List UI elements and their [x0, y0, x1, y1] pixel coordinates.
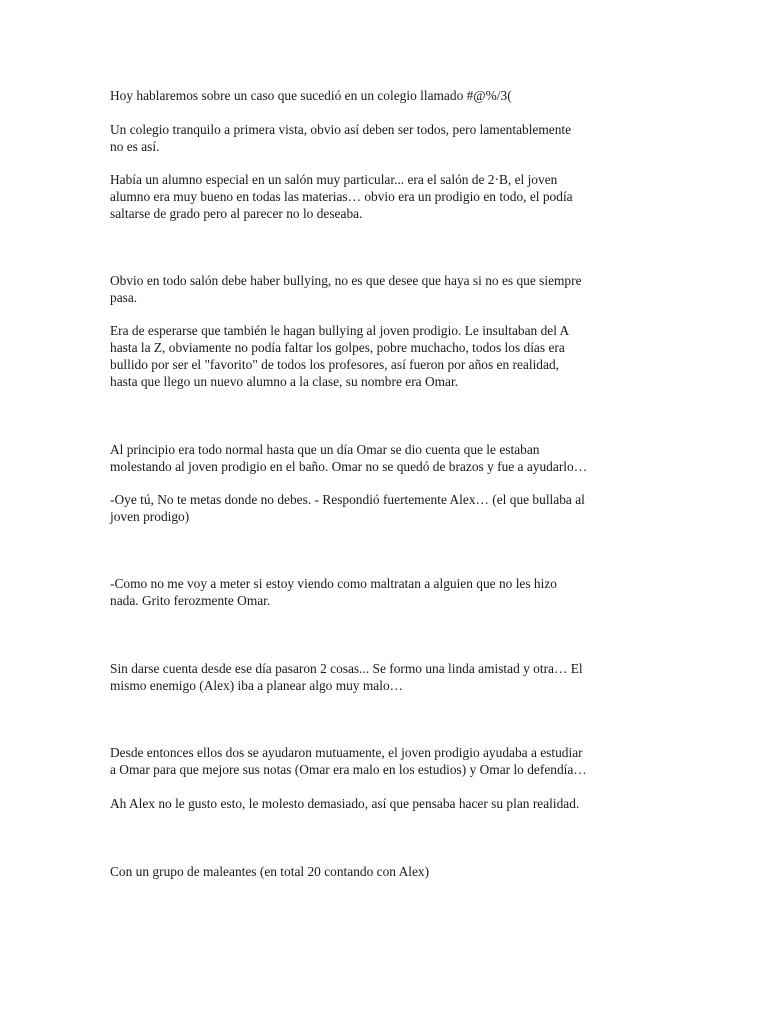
- paragraph-bullying: Obvio en todo salón debe haber bullying, no es que desee que haya si no es que siempre pasa.: [110, 273, 582, 305]
- paragraph-ayuda-mutua: Desde entonces ellos dos se ayudaron mutuamente, el joven prodigio ayudaba a estudiar a Omar para que mejore sus notas (Omar era malo en los estudios) y Omar lo defendía…: [110, 745, 587, 777]
- paragraph-alex-dialogue: -Oye tú, No te metas donde no debes. - Respondió fuertemente Alex… (el que bullaba al joven prodigo): [110, 492, 585, 524]
- paragraph-omar-dialogue: -Como no me voy a meter si estoy viendo como maltratan a alguien que no les hizo nada. Grito ferozmente Omar.: [110, 576, 557, 608]
- paragraph-prodigio: Era de esperarse que también le hagan bullying al joven prodigio. Le insultaban del A hasta la Z, obviamente no podía faltar los golpes, pobre muchacho, todos los días era bullido por ser el "favorito" de todos los profesores, así fueron por años en realidad, hasta que llego un nuevo alumno a la clase, su nombre era Omar.: [110, 323, 570, 389]
- paragraph-intro: Hoy hablaremos sobre un caso que sucedió en un colegio llamado #@%/3(: [110, 88, 512, 103]
- paragraph-maleantes: Con un grupo de maleantes (en total 20 contando con Alex): [110, 864, 430, 879]
- paragraph-principio: Al principio era todo normal hasta que un día Omar se dio cuenta que le estaban molestando al joven prodigio en el baño. Omar no se quedó de brazos y fue a ayudarlo…: [110, 442, 588, 474]
- paragraph-amistad: Sin darse cuenta desde ese día pasaron 2 cosas... Se formo una linda amistad y otra… El mismo enemigo (Alex) iba a planear algo muy malo…: [110, 661, 583, 693]
- paragraph-colegio: Un colegio tranquilo a primera vista, obvio así deben ser todos, pero lamentablemente no es así.: [110, 122, 572, 154]
- paragraph-alumno-especial: Había un alumno especial en un salón muy particular... era el salón de 2·B, el joven alumno era muy bueno en todas las materias… obvio era un prodigio en todo, el podía saltarse de grado pero al parecer no lo deseaba.: [110, 172, 573, 221]
- paragraph-plan: Ah Alex no le gusto esto, le molesto demasiado, así que pensaba hacer su plan realidad.: [110, 796, 580, 811]
